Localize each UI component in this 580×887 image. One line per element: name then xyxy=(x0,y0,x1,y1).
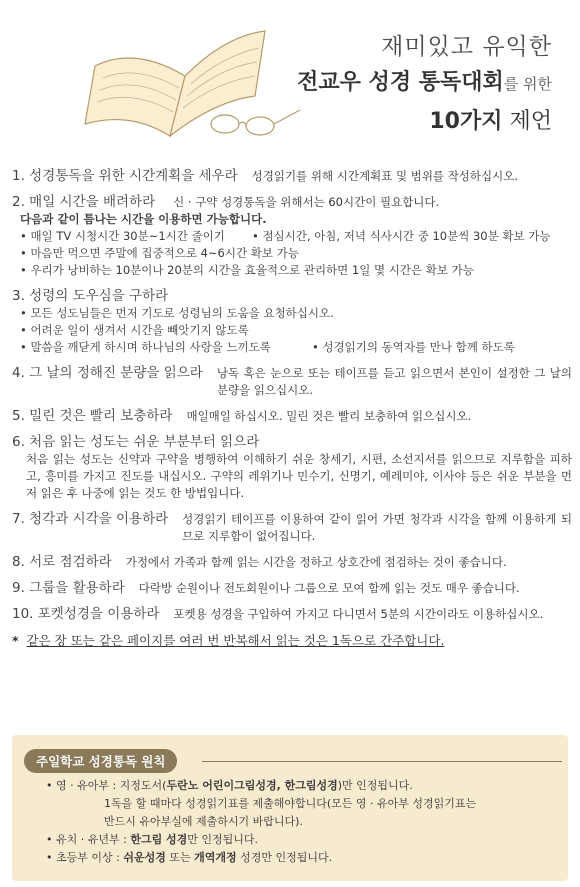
rule-text: 또는 xyxy=(165,851,195,864)
list-item xyxy=(12,288,572,356)
bullet-item: • 말씀을 깨닫게 하시며 하나님의 사랑을 느끼도록 xyxy=(20,339,312,356)
title-block xyxy=(297,30,552,141)
bullet-item: • 점심시간, 아침, 저녁 식사시간 중 10분씩 30분 확보 가능 xyxy=(252,228,550,245)
item-heading: 1. 성경통독을 위한 시간계획을 세우라 xyxy=(12,168,238,184)
list-item xyxy=(12,194,572,279)
sunday-school-rules-box xyxy=(12,735,568,881)
rule-label: • 유치 · 유년부 : xyxy=(46,833,131,846)
rules-divider xyxy=(202,761,562,762)
bullet-item: • 우리가 낭비하는 10분이나 20분의 시간을 효율적으로 관리하면 1일 몇 시간은 확보 가능 xyxy=(20,262,572,279)
list-item xyxy=(12,606,572,623)
title-suffix: 를 위한 xyxy=(503,75,552,93)
rule-infant-detail: 반드시 유아부실에 제출하시기 바랍니다). xyxy=(104,815,303,828)
footnote-text: 같은 장 또는 같은 페이지를 여러 번 반복해서 읽는 것은 1독으로 간주합니다. xyxy=(26,633,445,648)
title-line-2 xyxy=(297,64,552,103)
rule-infant-detail: 1독을 할 때마다 성경읽기표를 제출해야합니다(모든 영 · 유아부 성경읽기표는 xyxy=(104,797,477,810)
rule-elementary xyxy=(46,849,556,867)
item-description: 다락방 순원이나 전도회원이나 그룹으로 모여 함께 읽는 것도 매우 좋습니다. xyxy=(138,581,520,595)
title-main: 전교우 성경 통독대회 xyxy=(297,70,504,95)
list-item xyxy=(12,580,572,597)
item-description: 매일매일 하십시오. 밀린 것은 빨리 보충하여 읽으십시오. xyxy=(186,409,472,423)
bullet-item: • 어려운 일이 생겨서 시간을 빼앗기지 않도록 xyxy=(20,322,572,339)
item-heading: 4. 그 날의 정해진 분량을 읽으라 xyxy=(12,365,203,381)
bullet-item: • 매일 TV 시청시간 30분~1시간 줄이기 xyxy=(20,228,252,245)
item-heading: 2. 매일 시간을 배려하라 xyxy=(12,194,156,210)
hero-section xyxy=(0,0,580,150)
rules-title: 주일학교 성경통독 원칙 xyxy=(24,749,177,773)
item-description: 성경읽기를 위해 시간계획표 및 범위를 작성하십시오. xyxy=(251,169,519,183)
item-description: 낭독 혹은 눈으로 또는 테이프를 듣고 읽으면서 본인이 설정한 그 날의 분량을 읽으십시오. xyxy=(216,366,572,397)
item-description: 신 · 구약 성경통독을 위해서는 60시간이 필요합니다. xyxy=(173,195,440,209)
suggestion-list xyxy=(12,168,572,649)
item-heading: 6. 처음 읽는 성도는 쉬운 부분부터 읽으라 xyxy=(12,434,260,450)
item-heading: 10. 포켓성경을 이용하라 xyxy=(12,606,160,622)
title-line-3 xyxy=(297,103,552,141)
list-item xyxy=(12,168,572,185)
rule-infant xyxy=(46,777,556,795)
list-item xyxy=(12,365,572,399)
footnote-star: * xyxy=(12,633,19,648)
list-item xyxy=(12,554,572,571)
list-item xyxy=(12,434,572,502)
item-subheading: 다음과 같이 틈나는 시간을 이용하면 가능합니다. xyxy=(20,212,267,226)
item-description: 포켓용 성경을 구입하여 가지고 다니면서 5분의 시간이라도 이용하십시오. xyxy=(173,607,544,621)
item-description: 성경읽기 테이프를 이용하여 같이 읽어 가면 청각과 시각을 함께 이용하게 되므로 지루함이 없어집니다. xyxy=(182,512,572,543)
rule-text: 만 인정됩니다. xyxy=(187,833,259,846)
rule-text: )만 인정됩니다. xyxy=(337,779,413,792)
open-book-glasses-icon xyxy=(75,6,315,146)
item-heading: 9. 그룹을 활용하라 xyxy=(12,580,125,596)
rule-bold: 한그림 성경 xyxy=(130,833,188,846)
rule-bold: 쉬운성경 xyxy=(123,851,166,864)
rules-list xyxy=(46,777,556,867)
bullet-item: • 모든 성도님들은 먼저 기도로 성령님의 도움을 요청하십시오. xyxy=(20,305,572,322)
rule-text: 성경만 인정됩니다. xyxy=(236,851,333,864)
rule-label: • 영 · 유아부 : 지정도서( xyxy=(46,779,167,792)
rule-kindergarten xyxy=(46,831,556,849)
item-heading: 5. 밀린 것은 빨리 보충하라 xyxy=(12,408,173,424)
title-rest: 제언 xyxy=(502,109,552,134)
bullet-item: • 성경읽기의 동역자를 만나 함께 하도록 xyxy=(312,339,515,356)
rule-bold: 개역개정 xyxy=(194,851,237,864)
list-item xyxy=(12,408,572,425)
item-heading: 8. 서로 점검하라 xyxy=(12,554,112,570)
bullet-item: • 마음만 먹으면 주말에 집중적으로 4~6시간 확보 가능 xyxy=(20,245,572,262)
rule-label: • 초등부 이상 : xyxy=(46,851,124,864)
item-heading: 3. 성령의 도우심을 구하라 xyxy=(12,288,169,304)
rule-bold: 두란노 어린이그림성경, 한그림성경 xyxy=(166,779,338,792)
item-heading: 7. 청각과 시각을 이용하라 xyxy=(12,511,169,527)
title-count: 10가지 xyxy=(429,109,503,134)
title-line-1: 재미있고 유익한 xyxy=(381,34,552,60)
footnote xyxy=(12,632,572,649)
item-description: 처음 읽는 성도는 신약과 구약을 병행하여 이해하기 쉬운 창세기, 시편, 소선지서를 읽으므로 지루함을 피하고, 흥미를 가지고 진도를 내십시오. 구약의 레위기나 민수기, 신명기, 예레미야, 이사야 등은 쉬운 부분을 먼저 읽은 후 나중에 읽는 것도 한 방법입니다. xyxy=(26,452,572,500)
list-item xyxy=(12,511,572,545)
item-description: 가정에서 가족과 함께 읽는 시간을 정하고 상호간에 점검하는 것이 좋습니다. xyxy=(125,555,507,569)
